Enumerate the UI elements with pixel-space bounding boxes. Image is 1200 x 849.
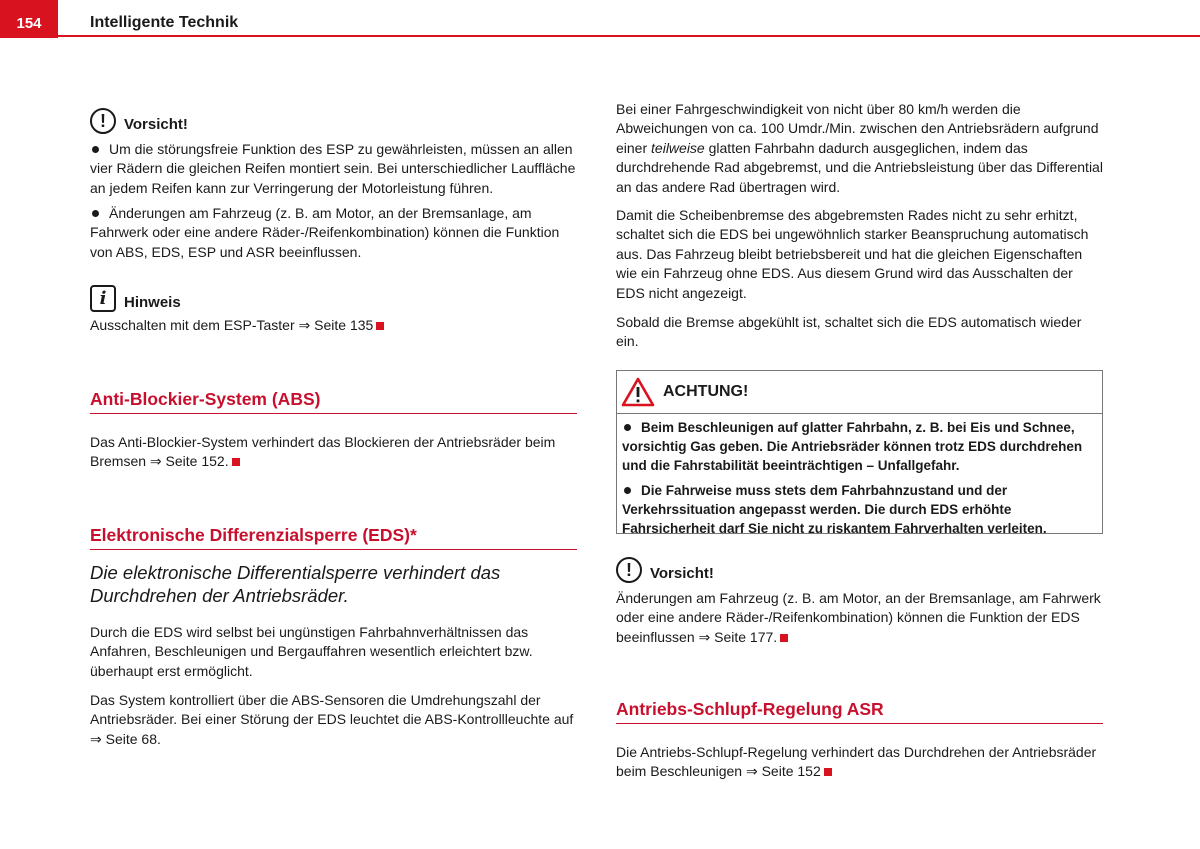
info-icon: i	[90, 285, 116, 312]
eds-title: Elektronische Differenzialsperre (EDS)*	[90, 525, 417, 545]
caution-title: Vorsicht!	[124, 116, 188, 133]
eds-lead: Die elektronische Differentialsperre verhindert das Durchdrehen der Antriebsräder.	[90, 562, 501, 606]
section-rule	[90, 549, 577, 550]
hint-text: Ausschalten mit dem ESP-Taster ⇒ Seite 135	[90, 316, 577, 335]
caution-bullet-1: Um die störungsfreie Funktion des ESP zu gewährleisten, müssen an allen vier Rädern die gleichen Reifen montiert sein. Bei unterschiedlicher Lauffläche an jedem Reifen kann zur Verringerung der Motorleistung führen.	[90, 141, 576, 196]
end-mark	[232, 458, 240, 466]
eds-paragraph-2: Das System kontrolliert über die ABS-Sensoren die Umdrehungszahl der Antriebsräder. Bei einer Störung der EDS leuchtet die ABS-Kontrollleuchte auf ⇒ Seite 68.	[90, 692, 574, 747]
exclamation-circle-icon: !	[616, 557, 642, 583]
right-paragraph-1: Bei einer Fahrgeschwindigkeit von nicht über 80 km/h werden die Abweichungen von ca. 100 Umdr./Min. zwischen den Antriebsrädern aufgrund einer teilweise glatten Fahrbahn dadurch ausgeglichen, indem das durchdrehende Rad abgebremst, und die Antriebsleistung über das Differential an das andere Rad übertragen wird.	[616, 101, 1103, 195]
right-paragraph-3: Sobald die Bremse abgekühlt ist, schaltet sich die EDS automatisch wieder ein.	[616, 314, 1082, 350]
right-caution-note	[616, 553, 1103, 583]
hint-title: Hinweis	[124, 294, 181, 311]
warning-bullet-1: Beim Beschleunigen auf glatter Fahrbahn, z. B. bei Eis und Schnee, vorsichtig Gas geben. Die Antriebsräder können trotz EDS durchdrehen und die Fahrstabilität beeinträchtigen – Unfallgefahr.	[622, 420, 1083, 474]
exclamation-circle-icon: !	[90, 108, 116, 134]
bullet-dot	[92, 146, 99, 153]
caution-bullet-2: Änderungen am Fahrzeug (z. B. am Motor, an der Bremsanlage, am Fahrwerk oder eine andere Räder-/Reifenkombination) können die Funktion von ABS, EDS, ESP und ASR beeinflussen.	[90, 205, 560, 260]
bullet-dot	[92, 210, 99, 217]
end-mark	[376, 322, 384, 330]
eds-paragraph-1: Durch die EDS wird selbst bei ungünstigen Fahrbahnverhältnissen das Anfahren, Beschleunigen und Bergauffahren wesentlich erleichtert bzw. überhaupt erst ermöglicht.	[90, 624, 533, 679]
asr-title: Antriebs-Schlupf-Regelung ASR	[616, 699, 884, 719]
warning-title: ACHTUNG!	[663, 383, 749, 400]
hint-note	[90, 282, 577, 312]
bullet-dot	[624, 487, 631, 494]
section-rule	[616, 723, 1103, 724]
right-paragraph-2: Damit die Scheibenbremse des abgebremsten Rades nicht zu sehr erhitzt, schaltet sich die EDS bei ungewöhnlich starker Beanspruchung automatisch aus. Das Fahrzeug bleibt betriebsbereit und hat die gleichen Eigenschaften wie ein Fahrzeug ohne EDS. Aus diesem Grund wird das Ausschalten der EDS nicht angezeigt.	[616, 207, 1089, 301]
abs-section-heading	[90, 388, 577, 414]
asr-text: Die Antriebs-Schlupf-Regelung verhindert das Durchdrehen der Antriebsräder beim Beschleunigen ⇒ Seite 152	[616, 744, 1097, 780]
abs-text: Das Anti-Blockier-System verhindert das Blockieren der Antriebsräder beim Bremsen ⇒ Seite 152.	[90, 434, 556, 470]
header-rule	[58, 35, 1200, 37]
warning-bullet-2: Die Fahrweise muss stets dem Fahrbahnzustand und der Verkehrssituation angepasst werden. Die durch EDS erhöhte Fahrsicherheit darf Sie nicht zu riskantem Fahrverhalten verleiten.	[622, 482, 1047, 537]
end-mark	[780, 634, 788, 642]
section-rule	[90, 413, 577, 414]
warning-triangle-icon	[621, 377, 655, 407]
page-number: 154	[0, 0, 58, 38]
eds-section-heading	[90, 524, 577, 550]
right-caution-text: Änderungen am Fahrzeug (z. B. am Motor, an der Bremsanlage, am Fahrwerk oder eine andere Räder-/Reifenkombination) können die Funktion der EDS beeinflussen ⇒ Seite 177.	[616, 590, 1101, 645]
bullet-dot	[624, 424, 631, 431]
page-header	[0, 0, 1200, 38]
chapter-title: Intelligente Technik	[90, 14, 239, 31]
caution-note	[90, 104, 577, 134]
abs-title: Anti-Blockier-System (ABS)	[90, 389, 321, 409]
caution-title: Vorsicht!	[650, 565, 714, 582]
warning-box	[616, 370, 1103, 537]
end-mark	[824, 768, 832, 776]
asr-section-heading	[616, 698, 1103, 724]
